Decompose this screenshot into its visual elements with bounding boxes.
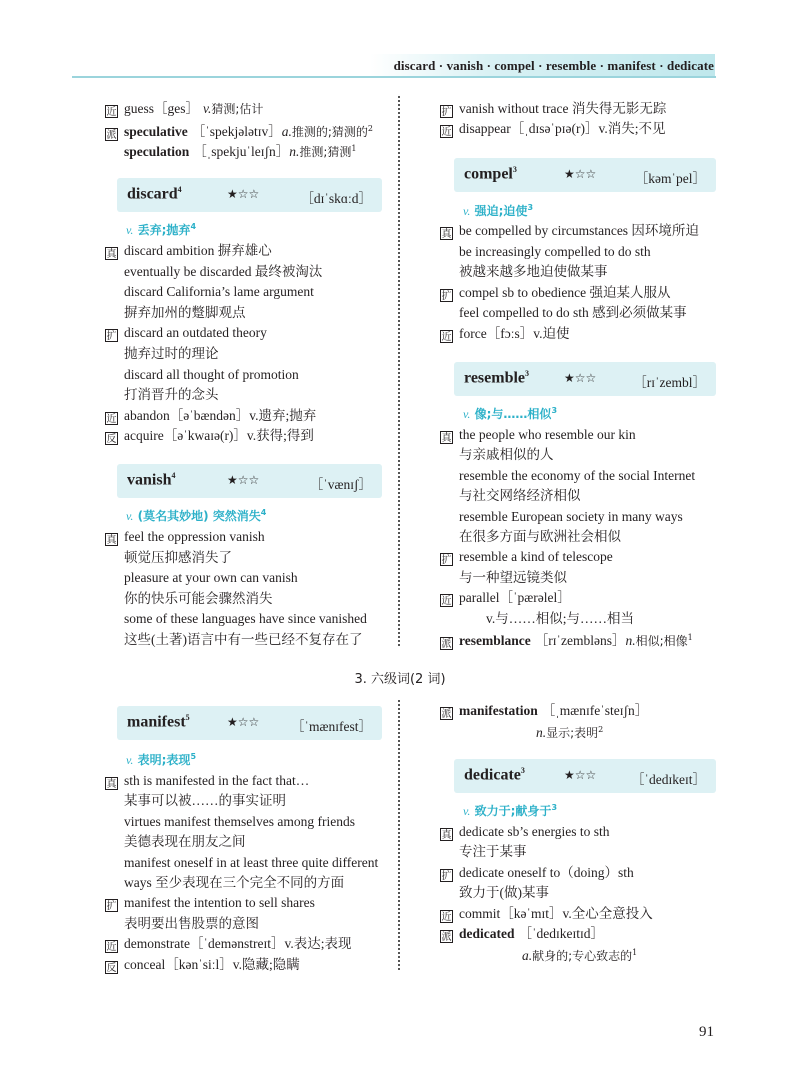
meaning-vanish: v. (莫名其妙地) 突然消失$^4$	[126, 508, 267, 523]
entry-tag: 真	[441, 229, 452, 240]
column-divider-top	[398, 96, 408, 646]
phonetic: ［ˈmænɪfest］	[291, 719, 372, 734]
entry-tag: 真	[106, 779, 117, 790]
star-rating: ★☆☆	[564, 167, 597, 181]
entry-dedicated-meaning: a.献身的;专心致志的$^1$	[522, 948, 638, 964]
header-rule	[72, 76, 716, 78]
example-line: 扩 compel sb to obedience 强迫某人服从	[441, 284, 671, 302]
example-line: 扩 resemble a kind of telescope	[441, 549, 613, 567]
example-line: ways 至少表现在三个完全不同的方面	[124, 875, 345, 890]
meaning-discard: v. 丢弃;抛弃$^4$	[126, 222, 197, 237]
entry-tag: 扩	[106, 901, 117, 913]
example-line: 近 parallel［ˈpærəlel］	[441, 590, 571, 608]
example-line: be increasingly compelled to do sth	[459, 243, 651, 259]
tag-derived: 派	[106, 130, 117, 142]
example-line: 打消晋升的念头	[124, 387, 219, 403]
entry-guess: 近 guess［ges］ v.猜测;估计	[106, 101, 264, 118]
example-line: discard all thought of promotion	[124, 366, 299, 382]
headword-box-vanish	[117, 464, 382, 498]
example-line: 这些(土著)语言中有一些已经不复存在了	[124, 632, 363, 647]
phonetic: ［rɪˈzembl］	[633, 375, 706, 390]
entry-disappear: 近 disappear［ˌdɪsəˈpɪə(r)］v.消失;不见	[441, 121, 666, 138]
star-rating: ★☆☆	[564, 768, 597, 782]
phonetic: ［dɪˈskɑːd］	[300, 191, 372, 206]
example-line: v.与……相似;与……相当	[486, 610, 634, 626]
example-line: 近 commit［kəˈmɪt］v.全心全意投入	[441, 905, 653, 923]
running-header: discard · vanish · compel · resemble · manifest · dedicate	[393, 58, 714, 73]
headword: vanish$^4$	[127, 471, 176, 489]
example-line: 扩 dedicate oneself to（doing）sth	[441, 864, 634, 882]
headword-box-compel	[454, 158, 716, 192]
example-line: 真 dedicate sb’s energies to sth	[441, 824, 610, 841]
phonetic: ［ˈvænɪʃ］	[309, 477, 372, 492]
example-line: 与一种望远镜类似	[459, 569, 567, 585]
entry-manifestation-meaning: n.显示;表明$^2$	[536, 725, 604, 741]
example-line: 某事可以被……的事实证明	[124, 793, 286, 809]
entry-tag: 近	[441, 911, 452, 923]
headword-box-manifest	[117, 706, 382, 740]
entry-tag: 扩	[441, 555, 452, 567]
headword: manifest$^5$	[127, 713, 190, 731]
example-line: feel compelled to do sth 感到必须做某事	[459, 305, 687, 321]
entry-speculation: speculation ［ˌspekjuˈleɪʃn］n.推测;猜测$^1$	[124, 144, 357, 160]
meaning-resemble: v. 像;与……相似$^3$	[463, 406, 558, 421]
example-line: resemble European society in many ways	[459, 508, 683, 524]
example-line: 与亲戚相似的人	[459, 447, 554, 463]
example-line: manifest oneself in at least three quite different	[124, 854, 379, 870]
example-line: 近 demonstrate［ˈdemənstreɪt］v.表达;表现	[106, 936, 352, 954]
example-line: 扩 discard an outdated theory	[106, 325, 267, 343]
headword: dedicate$^3$	[464, 766, 525, 784]
star-rating: ★☆☆	[564, 371, 597, 385]
example-line: 被越来越多地迫使做某事	[459, 264, 608, 280]
entry-dedicated: 派 dedicated ［ˈdedɪkeɪtɪd］	[441, 926, 604, 943]
example-line: 真 sth is manifested in the fact that…	[106, 773, 310, 790]
example-line: 摒弃加州的蹩脚观点	[124, 304, 246, 320]
entry-resemblance: 派 resemblance ［rɪˈzembləns］n.相似;相像$^1$	[441, 633, 693, 651]
example-line: 扩 manifest the intention to sell shares	[106, 895, 315, 913]
example-line: 真 be compelled by circumstances 因环境所迫	[441, 223, 699, 240]
page-number: 91	[699, 1024, 714, 1040]
entry-speculative: 派 speculative ［ˈspekjələtɪv］a.推测的;猜测的$^2$	[106, 124, 373, 142]
example-line: 反 acquire［əˈkwaɪə(r)］v.获得;得到	[106, 428, 314, 446]
star-rating: ★☆☆	[227, 715, 260, 729]
star-rating: ★☆☆	[227, 473, 260, 487]
example-line: 反 conceal［kənˈsiːl］v.隐藏;隐瞒	[106, 956, 300, 974]
example-line: 近 abandon［əˈbændən］v.遗弃;抛弃	[106, 407, 317, 425]
example-line: resemble the economy of the social Internet	[459, 467, 696, 483]
example-line: 你的快乐可能会骤然消失	[124, 590, 273, 606]
entry-manifestation: 派 manifestation ［ˌmænɪfeˈsteɪʃn］	[441, 703, 649, 720]
example-line: discard California’s lame argument	[124, 284, 314, 300]
example-line: pleasure at your own can vanish	[124, 570, 298, 586]
section-title: 3. 六级词(2 词)	[354, 672, 446, 687]
headword: discard$^4$	[127, 185, 182, 203]
entry-tag: 真	[441, 433, 452, 444]
tag-near: 近	[106, 107, 117, 118]
example-line: virtues manifest themselves among friends	[124, 813, 355, 829]
entry-tag: 反	[106, 962, 117, 974]
example-line: 在很多方面与欧洲社会相似	[459, 529, 621, 544]
meaning-compel: v. 强迫;迫使$^3$	[463, 203, 534, 218]
phonetic: ［ˈdedɪkeɪt］	[631, 772, 706, 787]
example-line: 抛弃过时的理论	[124, 346, 219, 361]
entry-tag: 真	[441, 830, 452, 841]
entry-tag: 反	[106, 434, 117, 446]
example-line: 近 force［fɔːs］v.迫使	[441, 326, 570, 343]
entry-vanish-without-trace: 扩 vanish without trace 消失得无影无踪	[441, 101, 667, 118]
headword: compel$^3$	[464, 165, 517, 183]
entry-tag: 近	[441, 596, 452, 608]
entry-tag: 扩	[441, 870, 452, 882]
example-line: 真 discard ambition 摒弃雄心	[106, 243, 272, 260]
example-line: 真 feel the oppression vanish	[106, 529, 265, 546]
entry-tag: 近	[441, 332, 452, 343]
example-line: 专注于某事	[459, 844, 527, 860]
entry-tag: 真	[106, 535, 117, 546]
headword: resemble$^3$	[464, 369, 530, 387]
example-line: 美德表现在朋友之间	[124, 834, 246, 850]
column-divider-bottom	[398, 700, 408, 970]
meaning-manifest: v. 表明;表现$^5$	[126, 752, 197, 767]
example-line: 顿觉压抑感消失了	[124, 549, 232, 565]
headword-box-dedicate	[454, 759, 716, 793]
example-line: 致力于(做)某事	[459, 885, 549, 901]
example-line: some of these languages have since vanished	[124, 611, 367, 627]
headword-box-resemble	[454, 362, 716, 396]
entry-tag: 扩	[106, 331, 117, 343]
entry-tag: 近	[106, 413, 117, 425]
entry-tag: 近	[106, 942, 117, 954]
example-line: 与社交网络经济相似	[459, 488, 581, 504]
phonetic: ［kəmˈpel］	[634, 171, 706, 186]
star-rating: ★☆☆	[227, 187, 260, 201]
example-line: 真 the people who resemble our kin	[441, 427, 636, 444]
example-line: eventually be discarded 最终被淘汰	[124, 263, 323, 279]
headword-box-discard	[117, 178, 382, 212]
entry-tag: 真	[106, 249, 117, 260]
example-line: 表明要出售股票的意图	[124, 915, 259, 931]
entry-tag: 扩	[441, 290, 452, 302]
meaning-dedicate: v. 致力于;献身于$^3$	[463, 803, 558, 818]
